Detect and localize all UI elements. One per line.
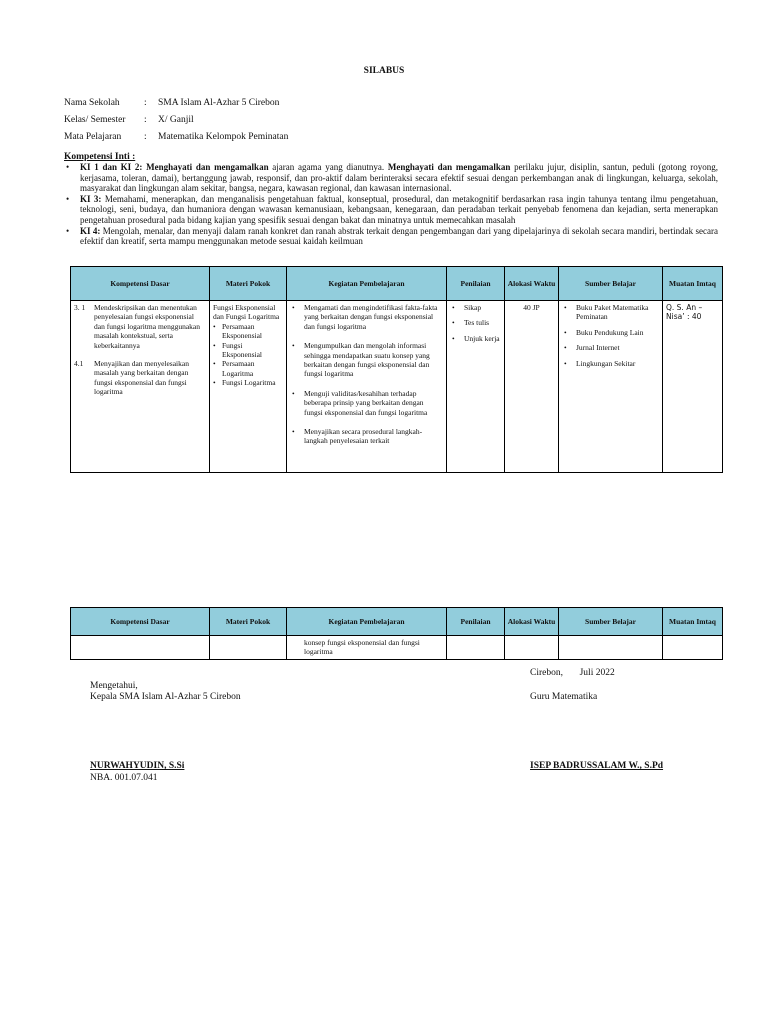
header-kompetensi-dasar: Kompetensi Dasar xyxy=(71,267,210,301)
header-alokasi: Alokasi Waktu xyxy=(505,267,559,301)
page-title: SILABUS xyxy=(363,66,405,76)
list-item: • Tes tulis xyxy=(450,318,501,327)
kd-item xyxy=(74,359,206,397)
ki-text: Mengolah, menalar, dan menyaji dalam ranah konkret dan ranah abstrak terkait dengan pengembangan dari yang dipelajarinya di sekolah secara mandiri, bertindak secara efektif dan kreatif, serta mampu menggunakan metode sesuai kaidah keilmuan xyxy=(80,225,719,247)
header-sumber: Sumber Belajar xyxy=(559,267,663,301)
materi-list xyxy=(213,322,283,388)
ki-bold: KI 3: xyxy=(80,193,102,204)
syllabus-table-continued xyxy=(70,607,723,660)
cell-materi-pokok xyxy=(210,636,287,660)
kegiatan-list xyxy=(290,303,443,446)
ki-item-3 xyxy=(64,194,718,226)
kd-item xyxy=(74,303,206,350)
place-date: Cirebon, Juli 2022 xyxy=(530,668,615,678)
list-item: • Buku Paket Matematika Peminatan xyxy=(562,303,659,322)
header-kegiatan: Kegiatan Pembelajaran xyxy=(287,608,447,636)
kd-text: Mendeskripsikan dan menentukan penyelesaian fungsi eksponensial dan fungsi logaritma menggunakan masalah kontekstual, serta keberkaitannya xyxy=(94,303,201,350)
kepala-label: Kepala SMA Islam Al-Azhar 5 Cirebon xyxy=(90,692,241,702)
cell-alokasi: 40 JP xyxy=(505,301,559,473)
cell-materi-pokok xyxy=(210,301,287,473)
info-label: Nama Sekolah xyxy=(64,98,120,108)
header-kegiatan: Kegiatan Pembelajaran xyxy=(287,267,447,301)
ki-text: ajaran agama yang dianutnya. xyxy=(268,162,388,172)
guru-label: Guru Matematika xyxy=(530,692,598,702)
ki-text: perilaku jujur, disiplin, santun, peduli (gotong royong, kerjasama, toleran, damai), bertanggung jawab, responsif, dan pro-aktif dalam berinteraksi secara efektif sesuai dengan perkembangan anak di lingkungan, keluarga, sekolah, masyarakat dan lingkungan alam sekitar, bangsa, negara, kawasan regional, dan kawasan internasional. xyxy=(80,162,719,194)
cell-alokasi xyxy=(505,636,559,660)
header-kompetensi-dasar: Kompetensi Dasar xyxy=(71,608,210,636)
list-item: • Mengamati dan mengindetifikasi fakta-fakta yang berkaitan dengan fungsi eksponensial dan fungsi logaritma xyxy=(290,303,443,331)
list-item: • Jurnal Internet xyxy=(562,343,659,352)
info-label: Kelas/ Semester xyxy=(64,115,126,125)
header-imtaq: Muatan Imtaq xyxy=(663,608,723,636)
cell-penilaian xyxy=(447,636,505,660)
cell-kompetensi-dasar xyxy=(71,636,210,660)
kd-text: Menyajikan dan menyelesaikan masalah yang berkaitan dengan fungsi eksponensial dan fungsi logaritma xyxy=(94,359,189,397)
header-penilaian: Penilaian xyxy=(447,267,505,301)
ki-list xyxy=(64,162,718,247)
list-item: • Sikap xyxy=(450,303,501,312)
list-item: • Persamaan Eksponensial xyxy=(213,322,283,341)
sumber-list xyxy=(562,303,659,368)
list-item: • Persamaan Logaritma xyxy=(213,359,283,378)
ki-bold: Menghayati dan mengamalkan xyxy=(387,162,511,172)
ki-heading: Kompetensi Inti : xyxy=(64,152,136,162)
list-item: • Unjuk kerja xyxy=(450,334,501,343)
info-value: X/ Ganjil xyxy=(158,115,194,125)
header-imtaq: Muatan Imtaq xyxy=(663,267,723,301)
table-header-row xyxy=(71,608,723,636)
info-colon: : xyxy=(144,98,147,108)
info-value: SMA Islam Al-Azhar 5 Cirebon xyxy=(158,98,280,108)
info-colon: : xyxy=(144,132,147,142)
syllabus-table xyxy=(70,266,723,473)
mengetahui-label: Mengetahui, xyxy=(90,681,138,691)
header-sumber: Sumber Belajar xyxy=(559,608,663,636)
table-row xyxy=(71,636,723,660)
info-row-subject xyxy=(64,132,288,142)
kepala-name: NURWAHYUDIN, S.Si xyxy=(90,761,185,771)
guru-name: ISEP BADRUSSALAM W., S.Pd xyxy=(530,761,664,771)
table-row xyxy=(71,301,723,473)
list-item: • Fungsi Logaritma xyxy=(213,378,283,387)
cell-sumber xyxy=(559,301,663,473)
header-alokasi: Alokasi Waktu xyxy=(505,608,559,636)
list-item: • Menyajikan secara prosedural langkah-langkah penyelesaian terkait xyxy=(290,427,443,446)
info-label: Mata Pelajaran xyxy=(64,132,122,142)
ki-bold: KI 1 dan KI 2: Menghayati dan mengamalkan xyxy=(80,162,269,172)
info-colon: : xyxy=(144,115,147,125)
list-item: • Mengumpulkan dan mengolah informasi sehingga mendapatkan suatu konsep yang berkaitan dengan fungsi eksponensial dan fungsi logaritma xyxy=(290,341,443,379)
cell-kegiatan xyxy=(287,301,447,473)
list-item: • Fungsi Eksponensial xyxy=(213,341,283,360)
ki-bold: KI 4: xyxy=(80,225,101,236)
ki-item-1-2 xyxy=(64,162,718,194)
kd-number: 4.1 xyxy=(74,359,84,369)
ki-text: Memahami, menerapkan, dan menganalisis pengetahuan faktual, konseptual, prosedural, dan metakognitif berdasarkan rasa ingin tahunya tentang ilmu pengetahuan, teknologi, seni, budaya, dan humaniora dengan wawasan kemanusiaan, kebangsaan, kenegaraan, dan peradaban terkait penyebab fenomena dan kejadian, serta menerapkan pengetahuan prosedural pada bidang kajian yang spesifik sesuai dengan bakat dan minatnya untuk memecahkan masalah xyxy=(80,193,719,225)
info-row-school xyxy=(64,98,279,108)
list-item: • Menguji validitas/kesahihan terhadap beberapa prinsip yang berkaitan dengan fungsi eksponensial dan fungsi logaritma xyxy=(290,389,443,417)
table-header-row xyxy=(71,267,723,301)
info-row-class xyxy=(64,115,194,125)
header-materi-pokok: Materi Pokok xyxy=(210,267,287,301)
cell-penilaian xyxy=(447,301,505,473)
materi-intro: Fungsi Eksponensial dan Fungsi Logaritma xyxy=(213,303,280,322)
header-penilaian: Penilaian xyxy=(447,608,505,636)
cell-kompetensi-dasar xyxy=(71,301,210,473)
list-item: • Buku Pendukung Lain xyxy=(562,328,659,337)
penilaian-list xyxy=(450,303,501,343)
cell-imtaq: Q. S. An – Nisa’ : 40 xyxy=(663,301,723,473)
info-value: Matematika Kelompok Peminatan xyxy=(158,132,289,142)
cell-kegiatan: konsep fungsi eksponensial dan fungsi logaritma xyxy=(287,636,447,660)
header-materi-pokok: Materi Pokok xyxy=(210,608,287,636)
kepala-nba: NBA. 001.07.041 xyxy=(90,773,158,783)
ki-item-4 xyxy=(64,226,718,247)
kd-number: 3. 1 xyxy=(74,303,86,312)
list-item: • Lingkungan Sekitar xyxy=(562,359,659,368)
cell-sumber xyxy=(559,636,663,660)
cell-imtaq xyxy=(663,636,723,660)
